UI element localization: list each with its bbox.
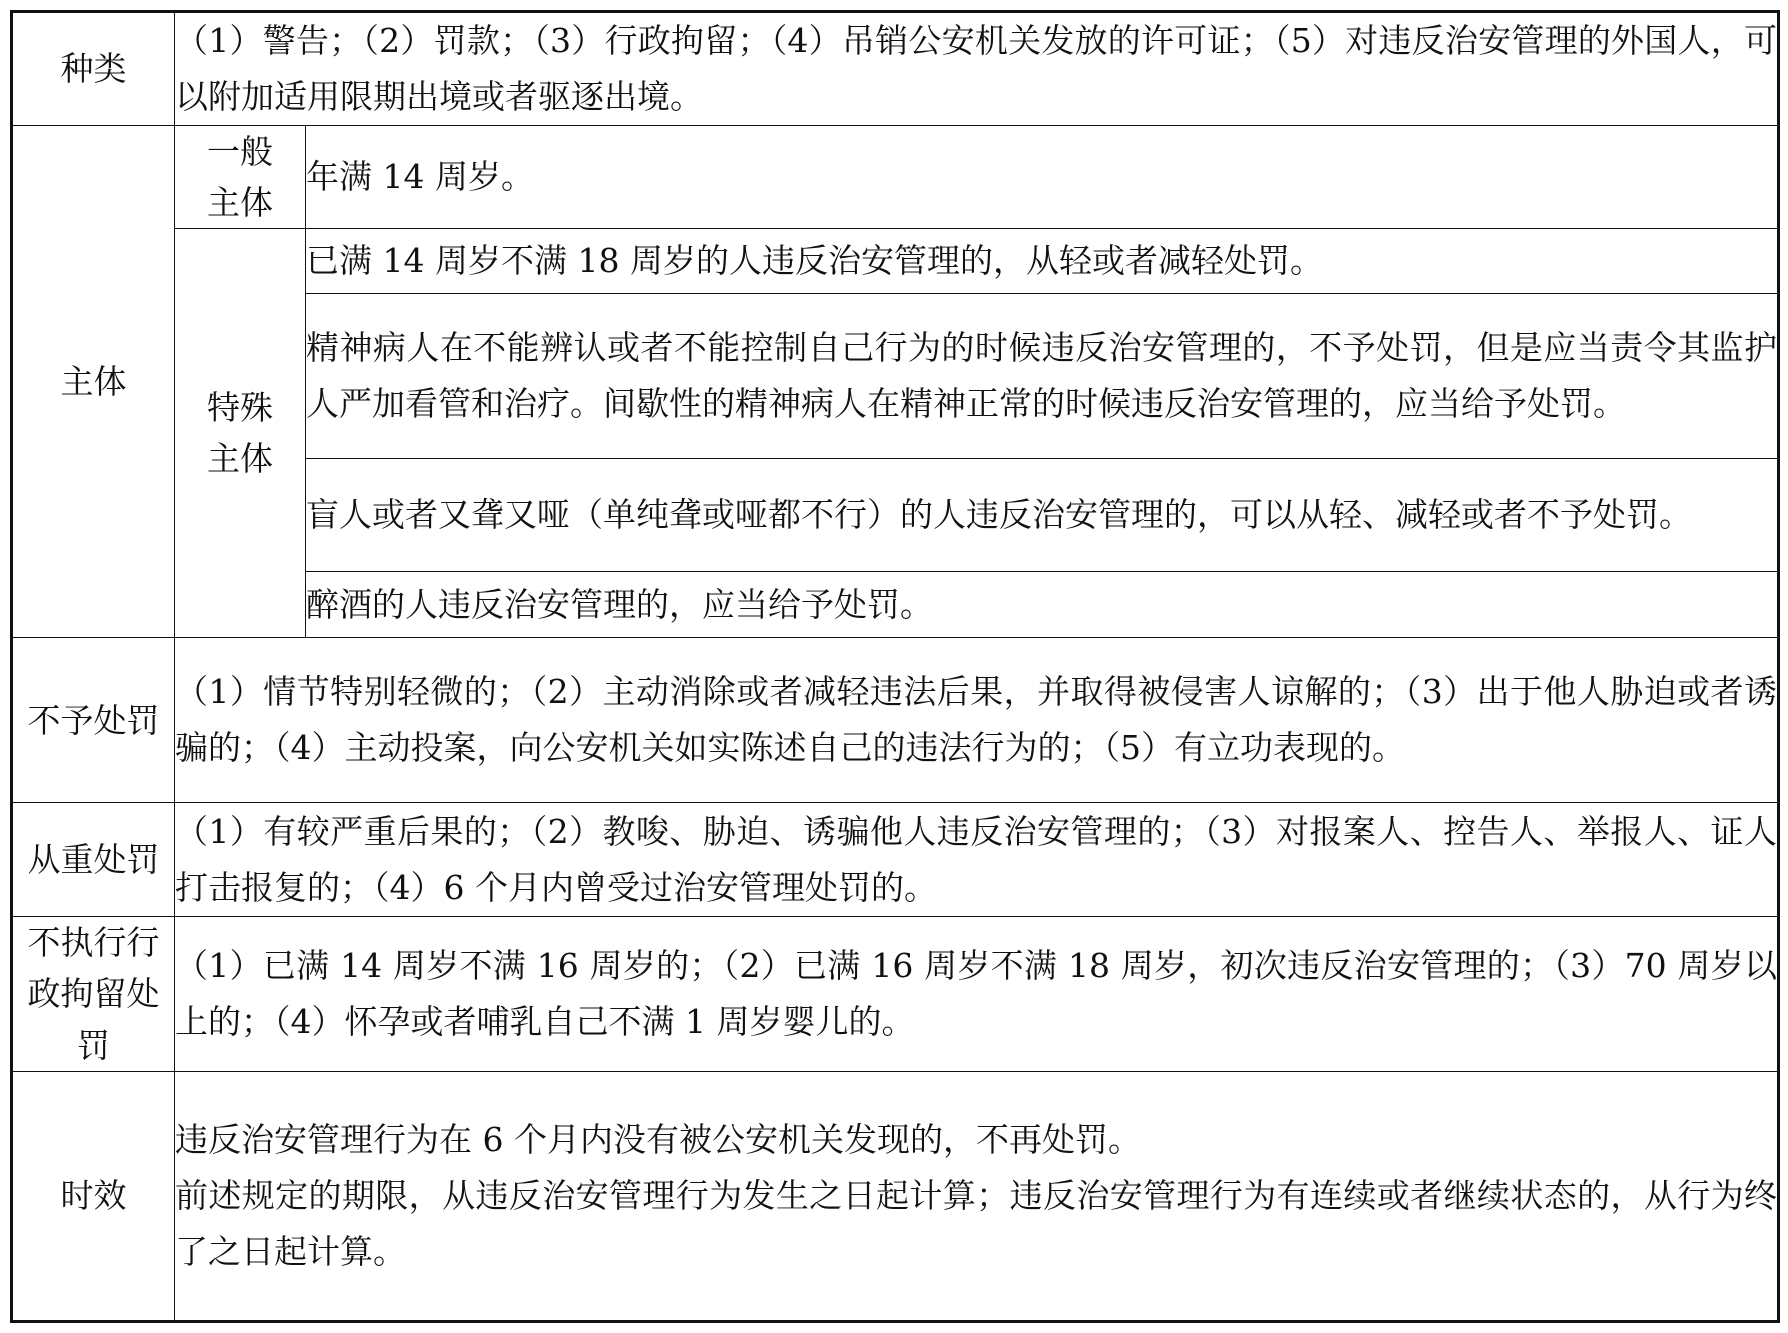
table-row-special-1 xyxy=(13,229,1778,294)
penalty-table xyxy=(12,12,1778,1321)
general-subject-label xyxy=(175,126,306,229)
table-row-subject-general xyxy=(13,126,1778,229)
table-row-heavier-penalty xyxy=(13,803,1778,917)
no-detention-text: （1）已满 14 周岁不满 16 周岁的；（2）已满 16 周岁不满 18 周岁，初次违反治安管理的；（3）70 周岁以上的；（4）怀孕或者哺乳自己不满 1 周岁婴儿的。 xyxy=(175,917,1778,1071)
special-subject-item-3: 盲人或者又聋又哑（单纯聋或哑都不行）的人违反治安管理的，可以从轻、减轻或者不予处罚。 xyxy=(306,459,1778,572)
table-row-no-detention xyxy=(13,917,1778,1071)
no-detention-label-line2: 政拘留处罚 xyxy=(27,974,160,1065)
types-label: 种类 xyxy=(13,13,175,126)
no-penalty-label: 不予处罚 xyxy=(13,638,175,803)
table-row-no-penalty xyxy=(13,638,1778,803)
limitation-text xyxy=(175,1071,1778,1320)
no-penalty-text: （1）情节特别轻微的；（2）主动消除或者减轻违法后果，并取得被侵害人谅解的；（3）出于他人胁迫或者诱骗的；（4）主动投案，向公安机关如实陈述自己的违法行为的；（5）有立功表现的。 xyxy=(175,638,1778,803)
heavier-penalty-text: （1）有较严重后果的；（2）教唆、胁迫、诱骗他人违反治安管理的；（3）对报案人、控告人、举报人、证人打击报复的；（4）6 个月内曾受过治安管理处罚的。 xyxy=(175,803,1778,917)
general-subject-label-line1: 一般 xyxy=(207,132,273,171)
limitation-line-2: 前述规定的期限，从违反治安管理行为发生之日起计算；违反治安管理行为有连续或者继续状态的，从行为终了之日起计算。 xyxy=(175,1175,1777,1271)
general-subject-text: 年满 14 周岁。 xyxy=(306,126,1778,229)
table-row-limitation xyxy=(13,1071,1778,1320)
special-subject-item-2: 精神病人在不能辨认或者不能控制自己行为的时候违反治安管理的，不予处罚，但是应当责令其监护人严加看管和治疗。间歇性的精神病人在精神正常的时候违反治安管理的，应当给予处罚。 xyxy=(306,294,1778,459)
special-subject-item-4: 醉酒的人违反治安管理的，应当给予处罚。 xyxy=(306,572,1778,638)
limitation-label: 时效 xyxy=(13,1071,175,1320)
limitation-line-1: 违反治安管理行为在 6 个月内没有被公安机关发现的，不再处罚。 xyxy=(175,1119,1141,1159)
no-detention-label-line1: 不执行行 xyxy=(27,923,160,963)
heavier-penalty-label: 从重处罚 xyxy=(13,803,175,917)
subject-label: 主体 xyxy=(13,126,175,638)
special-subject-label-line1: 特殊 xyxy=(207,388,273,428)
penalty-table-container xyxy=(10,10,1780,1323)
types-text: （1）警告；（2）罚款；（3）行政拘留；（4）吊销公安机关发放的许可证；（5）对违反治安管理的外国人，可以附加适用限期出境或者驱逐出境。 xyxy=(175,13,1778,126)
table-row-types xyxy=(13,13,1778,126)
no-detention-label xyxy=(13,917,175,1071)
general-subject-label-line2: 主体 xyxy=(207,183,273,223)
special-subject-item-1: 已满 14 周岁不满 18 周岁的人违反治安管理的，从轻或者减轻处罚。 xyxy=(306,229,1778,294)
special-subject-label-line2: 主体 xyxy=(207,439,273,479)
special-subject-label xyxy=(175,229,306,638)
